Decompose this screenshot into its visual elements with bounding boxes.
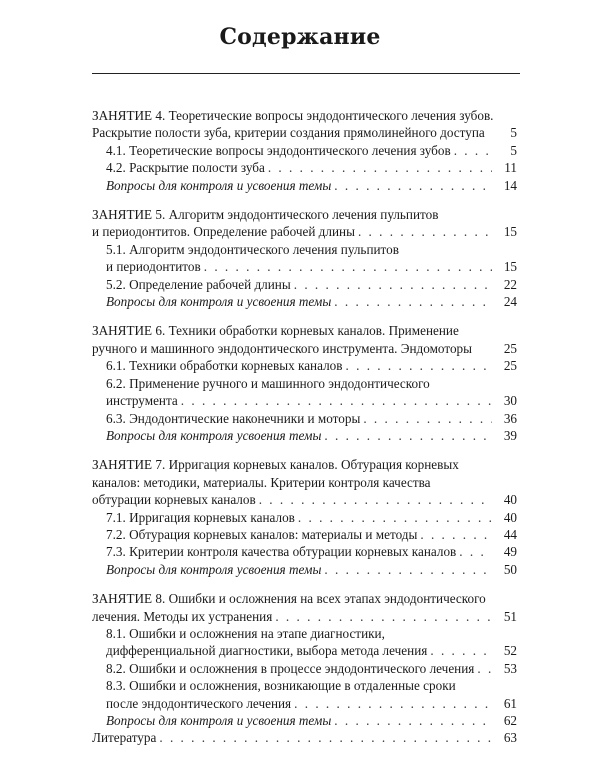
toc-entry-title: Литература: [92, 730, 157, 746]
toc-section: [92, 107, 517, 194]
toc-entry[interactable]: [92, 474, 517, 491]
dot-leader: [334, 177, 492, 194]
dot-leader: [324, 561, 492, 578]
toc-entry-page: 39: [503, 427, 517, 443]
toc-section: [92, 206, 517, 310]
toc-entry[interactable]: [92, 491, 517, 508]
toc-entry[interactable]: [92, 608, 517, 625]
toc-entry[interactable]: [92, 206, 517, 223]
dot-leader: [159, 729, 492, 746]
toc-entry-title: ЗАНЯТИЕ 6. Техники обработки корневых каналов. Применение: [92, 323, 459, 339]
toc-entry[interactable]: [92, 107, 517, 124]
toc-entry[interactable]: [92, 293, 517, 310]
toc-entry-title: ЗАНЯТИЕ 7. Ирригация корневых каналов. Обтурация корневых: [92, 457, 459, 473]
dot-leader: [477, 660, 492, 677]
toc-entry[interactable]: [92, 526, 517, 543]
toc-entry-title: 7.1. Ирригация корневых каналов: [106, 509, 295, 525]
toc-entry[interactable]: [92, 642, 517, 659]
toc-entry-page: 61: [503, 695, 517, 711]
toc-entry[interactable]: [92, 543, 517, 560]
table-of-contents: [92, 107, 517, 759]
toc-entry[interactable]: [92, 124, 517, 141]
toc-entry-title: обтурации корневых каналов: [92, 492, 256, 508]
toc-entry-title: дифференциальной диагностики, выбора метода лечения: [106, 643, 428, 659]
toc-section: [92, 456, 517, 578]
toc-entry-page: 15: [503, 224, 517, 240]
toc-entry[interactable]: [92, 590, 517, 607]
toc-entry[interactable]: [92, 340, 517, 357]
dot-leader: [268, 159, 492, 176]
toc-entry[interactable]: [92, 729, 517, 746]
toc-entry[interactable]: [92, 427, 517, 444]
toc-entry-page: 63: [503, 730, 517, 746]
toc-entry-title: Раскрытие полости зуба, критерии создания прямолинейного доступа: [92, 125, 485, 141]
toc-entry[interactable]: [92, 660, 517, 677]
toc-entry-title: 7.3. Критерии контроля качества обтурации корневых каналов: [106, 544, 457, 560]
toc-entry-page: 15: [503, 259, 517, 275]
toc-entry-page: 53: [503, 660, 517, 676]
toc-entry-page: 11: [504, 160, 517, 176]
toc-entry-page: 30: [503, 393, 517, 409]
toc-entry-title: 7.2. Обтурация корневых каналов: материалы и методы: [106, 526, 418, 542]
toc-entry-title: после эндодонтического лечения: [106, 695, 292, 711]
toc-entry[interactable]: [92, 410, 517, 427]
toc-entry-title: и периодонтитов: [106, 259, 201, 275]
toc-entry-title: Вопросы для контроля и усвоения темы: [106, 294, 332, 310]
dot-leader: [275, 608, 492, 625]
toc-entry[interactable]: [92, 695, 517, 712]
dot-leader: [181, 392, 492, 409]
toc-entry-page: 52: [503, 643, 517, 659]
dot-leader: [346, 357, 493, 374]
toc-entry-title: 8.3. Ошибки и осложнения, возникающие в отдаленные сроки: [106, 678, 456, 694]
toc-entry[interactable]: [92, 177, 517, 194]
toc-entry-title: 4.2. Раскрытие полости зуба: [106, 160, 265, 176]
toc-entry-title: Вопросы для контроля и усвоения темы: [106, 713, 332, 728]
toc-entry-page: 62: [503, 713, 517, 728]
toc-section: [92, 322, 517, 444]
toc-entry-page: 36: [503, 410, 517, 426]
dot-leader: [294, 695, 492, 712]
toc-entry[interactable]: [92, 677, 517, 694]
toc-entry-page: 50: [503, 561, 517, 577]
toc-entry[interactable]: [92, 159, 517, 176]
toc-entry-title: 5.1. Алгоритм эндодонтического лечения пульпитов: [106, 241, 399, 257]
toc-entry-title: ЗАНЯТИЕ 4. Теоретические вопросы эндодонтического лечения зубов.: [92, 108, 494, 123]
toc-entry-page: 44: [503, 526, 517, 542]
toc-entry-page: 25: [503, 358, 517, 374]
toc-section: [92, 590, 517, 747]
toc-entry[interactable]: [92, 223, 517, 240]
title-divider: [92, 73, 520, 74]
toc-entry-page: 22: [503, 276, 517, 292]
dot-leader: [459, 543, 492, 560]
toc-entry[interactable]: [92, 712, 517, 729]
dot-leader: [298, 509, 492, 526]
toc-entry-title: 8.2. Ошибки и осложнения в процессе эндодонтического лечения: [106, 660, 475, 676]
dot-leader: [259, 491, 492, 508]
toc-entry-page: 14: [503, 177, 517, 193]
toc-entry-page: 24: [503, 294, 517, 310]
toc-entry-title: ЗАНЯТИЕ 5. Алгоритм эндодонтического лечения пульпитов: [92, 207, 439, 223]
toc-entry-title: Вопросы для контроля и усвоения темы: [106, 177, 332, 193]
dot-leader: [420, 526, 492, 543]
toc-entry-page: 25: [503, 340, 517, 356]
toc-entry[interactable]: [92, 392, 517, 409]
dot-leader: [334, 293, 492, 310]
toc-entry-page: 49: [503, 544, 517, 560]
dot-leader: [363, 410, 492, 427]
toc-entry[interactable]: [92, 241, 517, 258]
toc-entry-title: Вопросы для контроля усвоения темы: [106, 561, 322, 577]
dot-leader: [430, 642, 492, 659]
toc-entry-title: 6.2. Применение ручного и машинного эндодонтического: [106, 375, 430, 391]
toc-entry-page: 51: [503, 608, 517, 624]
toc-entry[interactable]: [92, 142, 517, 159]
toc-entry-title: лечения. Методы их устранения: [92, 608, 273, 624]
toc-entry-page: 40: [503, 509, 517, 525]
toc-entry-title: 5.2. Определение рабочей длины: [106, 276, 291, 292]
toc-entry[interactable]: [92, 561, 517, 578]
toc-entry-title: Вопросы для контроля усвоения темы: [106, 427, 322, 443]
dot-leader: [334, 712, 492, 729]
page-title: Содержание: [219, 24, 381, 50]
dot-leader: [294, 276, 492, 293]
toc-entry-title: 8.1. Ошибки и осложнения на этапе диагностики,: [106, 625, 385, 641]
toc-entry[interactable]: [92, 509, 517, 526]
toc-entry-title: ЗАНЯТИЕ 8. Ошибки и осложнения на всех этапах эндодонтического: [92, 591, 486, 607]
toc-entry[interactable]: [92, 625, 517, 642]
dot-leader: [454, 142, 492, 159]
toc-entry-title: 6.1. Техники обработки корневых каналов: [106, 358, 343, 374]
toc-entry-page: 40: [503, 492, 517, 508]
toc-entry-title: 6.3. Эндодонтические наконечники и моторы: [106, 410, 361, 426]
dot-leader: [324, 427, 492, 444]
toc-entry[interactable]: [92, 258, 517, 275]
toc-entry[interactable]: [92, 322, 517, 339]
toc-entry-title: инструмента: [106, 393, 178, 409]
toc-entry-title: ручного и машинного эндодонтического инструмента. Эндомоторы: [92, 340, 472, 356]
dot-leader: [358, 223, 492, 240]
toc-entry-title: 4.1. Теоретические вопросы эндодонтического лечения зубов: [106, 142, 451, 158]
toc-entry[interactable]: [92, 357, 517, 374]
toc-entry-page: 5: [510, 142, 517, 158]
toc-entry-title: каналов: методики, материалы. Критерии контроля качества: [92, 474, 431, 490]
toc-entry-title: и периодонтитов. Определение рабочей длины: [92, 224, 355, 240]
toc-entry-page: 5: [510, 125, 517, 141]
dot-leader: [204, 258, 492, 275]
toc-entry[interactable]: [92, 375, 517, 392]
toc-entry[interactable]: [92, 276, 517, 293]
toc-entry[interactable]: [92, 456, 517, 473]
